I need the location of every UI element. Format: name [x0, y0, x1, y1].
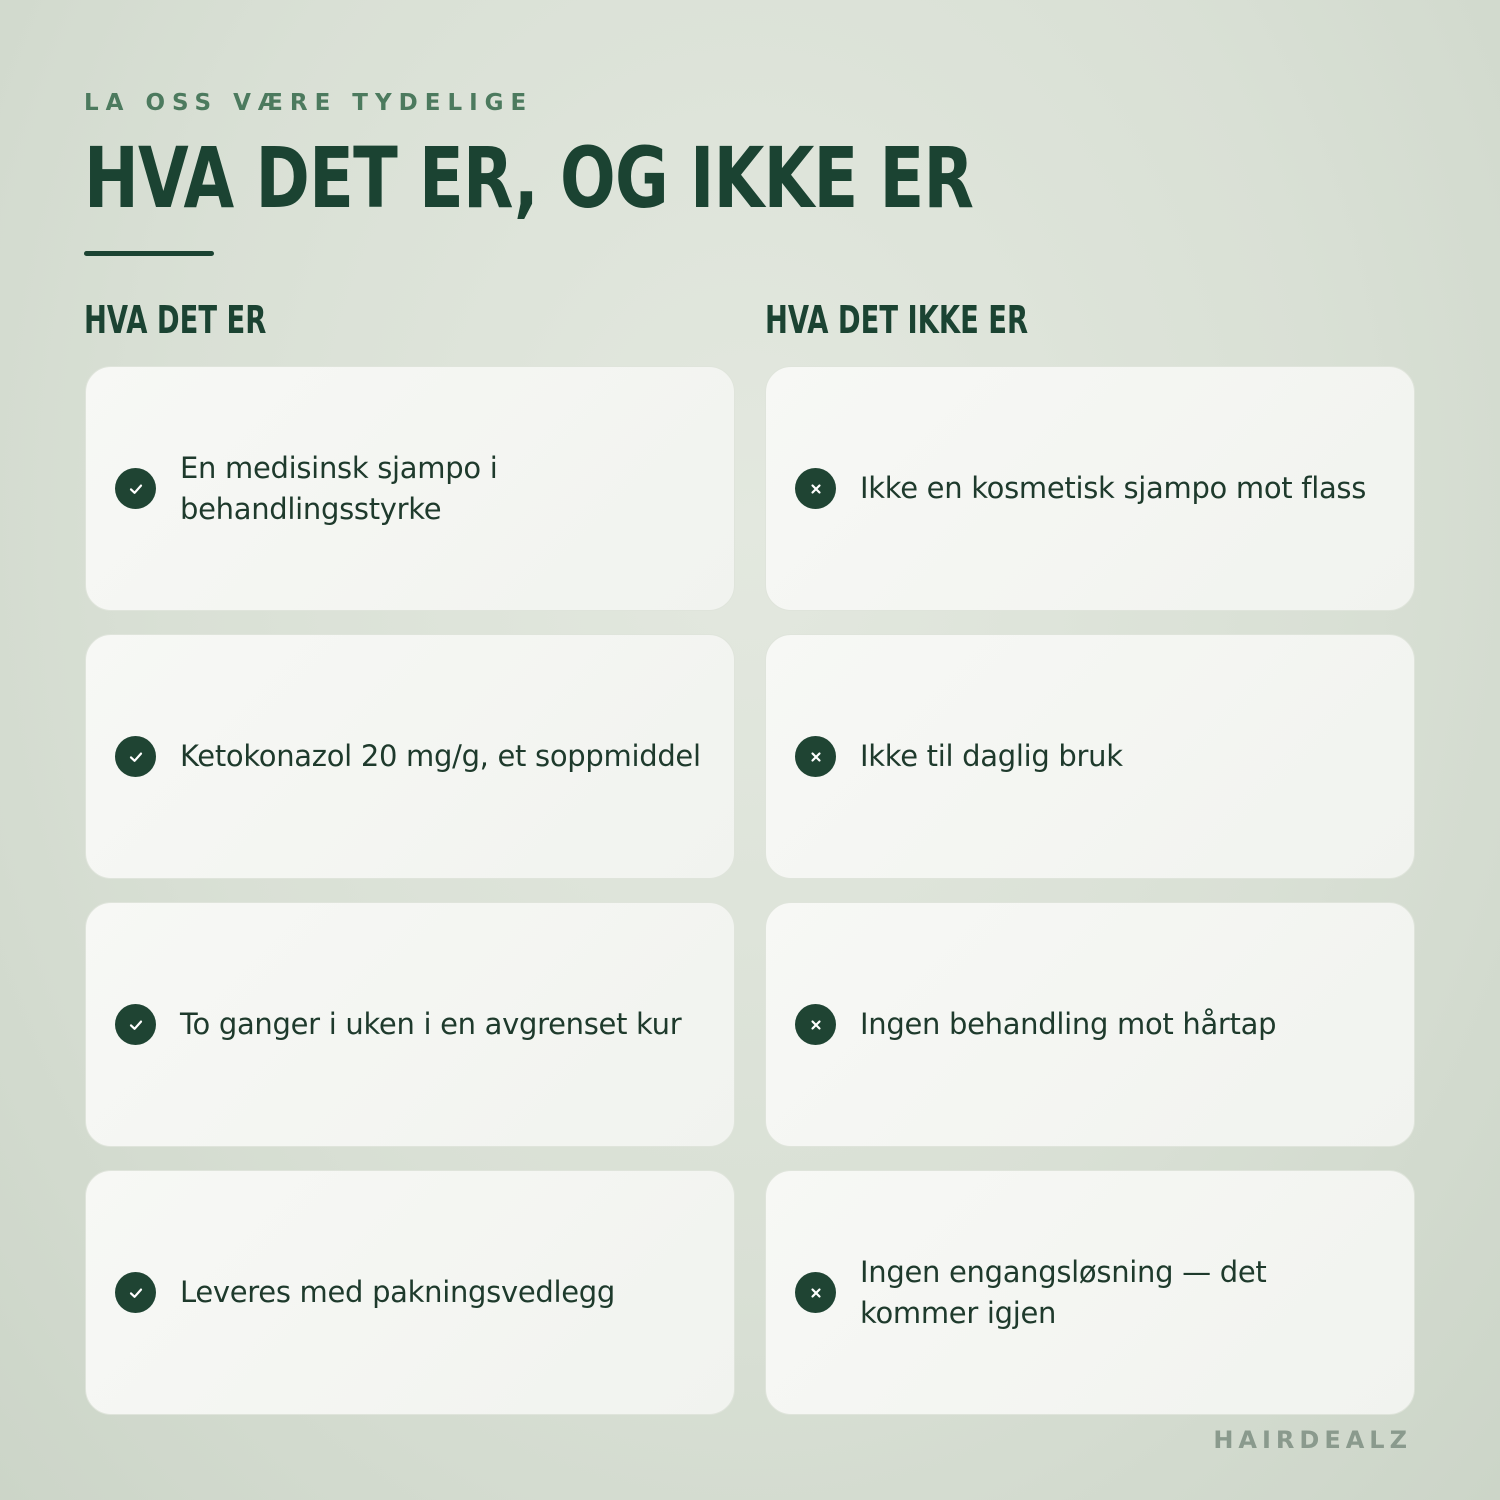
cross-icon: [795, 736, 836, 777]
card-is-not-4: [765, 1170, 1415, 1415]
card-text: Ingen behandling mot hårtap: [860, 1007, 1277, 1041]
brand-logo: HAIRDEALZ: [1213, 1426, 1412, 1454]
check-icon: [115, 1272, 156, 1313]
cross-icon: [795, 1272, 836, 1313]
card-text: Ikke til daglig bruk: [860, 739, 1123, 773]
cross-icon: [795, 468, 836, 509]
card-text: En medisinsk sjampo i behandlingsstyrke: [180, 450, 498, 526]
card-is-4: [85, 1170, 735, 1415]
column-is: [85, 366, 735, 1415]
column-heading-is-not: HVA DET IKKE ER: [765, 298, 1029, 342]
eyebrow-label: LA OSS VÆRE TYDELIGE: [84, 90, 534, 116]
card-is-not-1: [765, 366, 1415, 611]
card-is-not-2: [765, 634, 1415, 879]
card-is-1: [85, 366, 735, 611]
card-text: Ketokonazol 20 mg/g, et soppmiddel: [180, 739, 701, 773]
check-icon: [115, 468, 156, 509]
card-is-not-3: [765, 902, 1415, 1147]
card-text: Ikke en kosmetisk sjampo mot flass: [860, 471, 1367, 505]
card-text: Leveres med pakningsvedlegg: [180, 1275, 615, 1309]
cross-icon: [795, 1004, 836, 1045]
column-heading-is: HVA DET ER: [84, 298, 267, 342]
card-text: Ingen engangsløsning — det kommer igjen: [860, 1254, 1267, 1330]
card-is-3: [85, 902, 735, 1147]
card-text: To ganger i uken i en avgrenset kur: [180, 1007, 682, 1041]
column-is-not: [765, 366, 1415, 1415]
check-icon: [115, 1004, 156, 1045]
card-is-2: [85, 634, 735, 879]
check-icon: [115, 736, 156, 777]
title-underline: [84, 251, 214, 256]
page-title: HVA DET ER, OG IKKE ER: [84, 129, 974, 227]
